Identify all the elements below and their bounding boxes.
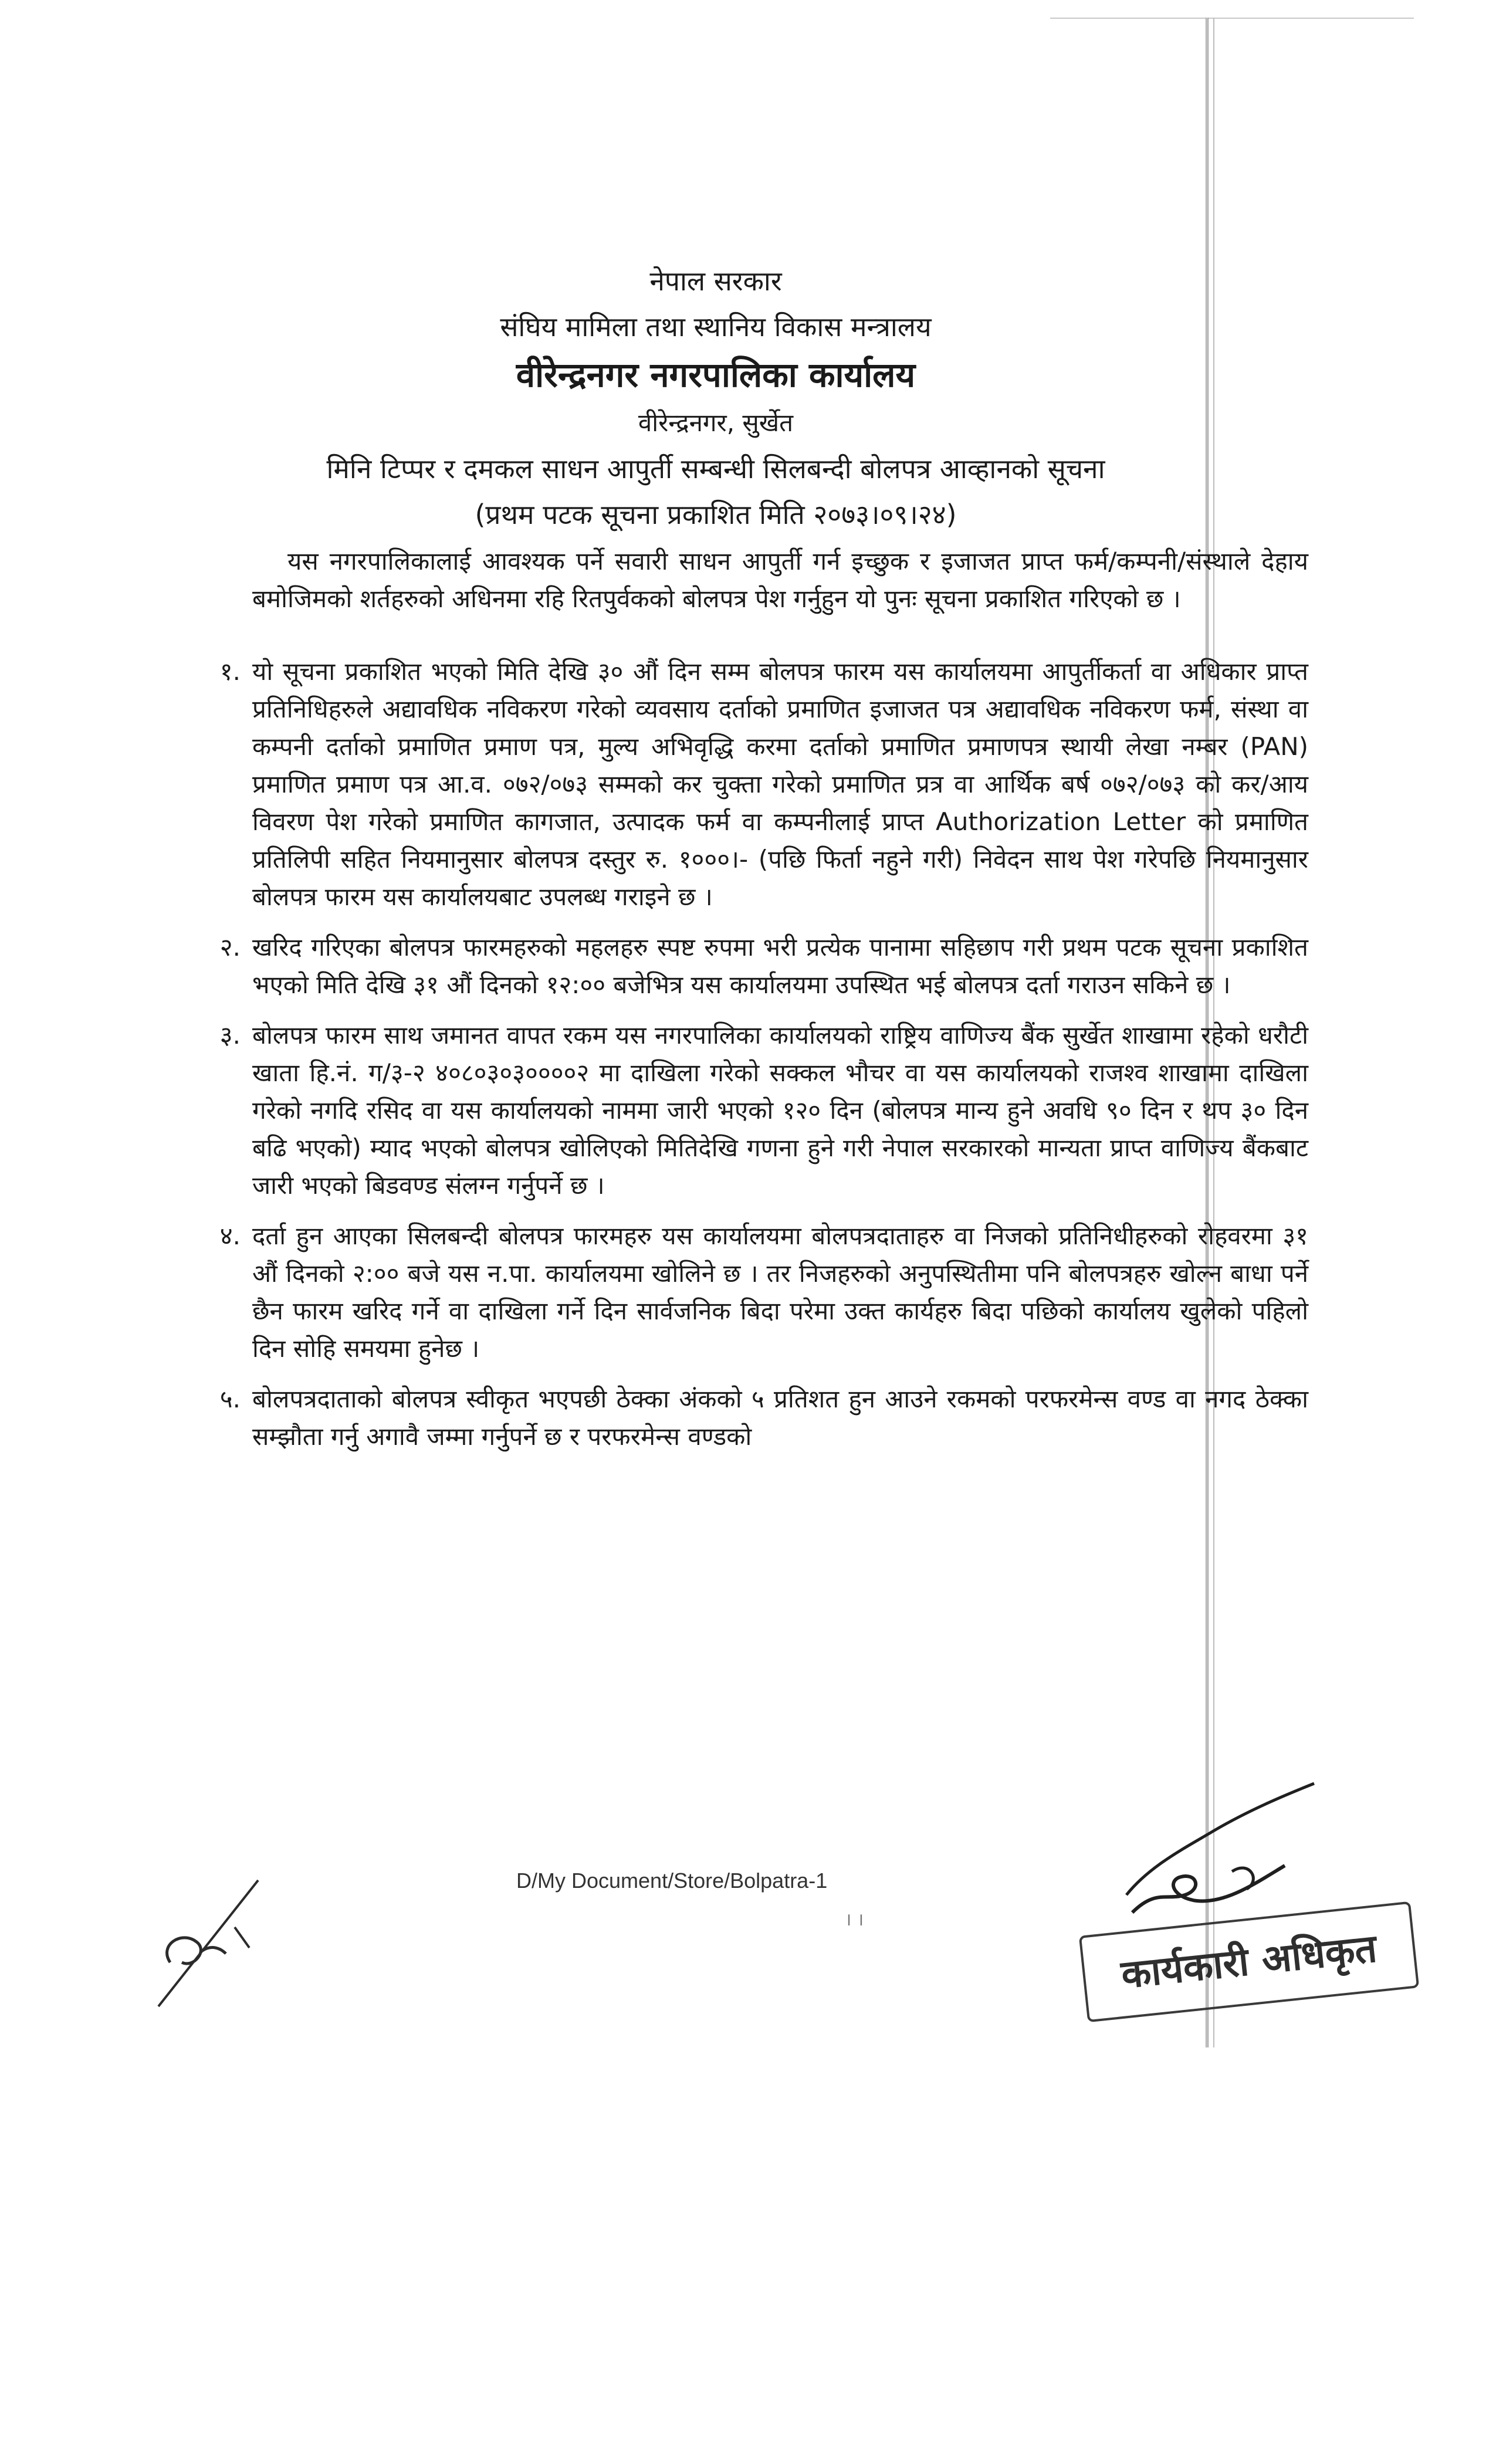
list-item	[219, 929, 1308, 1004]
file-path-footer: D/My Document/Store/Bolpatra-1	[516, 1869, 828, 1893]
stamp-text: कार्यकारी अधिकृत	[1119, 1925, 1379, 1998]
item-text: यो सूचना प्रकाशित भएको मिति देखि ३० औं दिन सम्म बोलपत्र फारम यस कार्यालयमा आपुर्तीकर्ता वा अधिकार प्राप्त प्रतिनिधिहरुले अद्यावधिक नविकरण गरेको व्यवसाय दर्ताको प्रमाणित इजाजत पत्र अद्यावधिक नविकरण फर्म, संस्था वा कम्पनी दर्ताको प्रमाणित प्रमाण पत्र, मुल्य अभिवृद्धि करमा दर्ताको प्रमाणित प्रमाणपत्र स्थायी लेखा नम्बर (PAN) प्रमाणित प्रमाण पत्र आ.व. ०७२/०७३ सम्मको कर चुक्ता गरेको प्रमाणित प्रत्र वा आर्थिक बर्ष ०७२/०७३ को कर/आय विवरण पेश गरेको प्रमाणित कागजात, उत्पादक फर्म वा कम्पनीलाई प्राप्त Authorization Letter को प्रमाणित प्रतिलिपी सहित नियमानुसार बोलपत्र दस्तुर रु. १०००।- (पछि फिर्ता नहुने गरी) निवेदन साथ पेश गरेपछि नियमानुसार बोलपत्र फारम यस कार्यालयबाट उपलब्ध गराइने छ ।	[252, 657, 1308, 911]
notice-body	[219, 543, 1309, 1468]
letterhead	[211, 258, 1220, 537]
government-name: नेपाल सरकार	[649, 265, 782, 297]
conditions-list	[219, 653, 1309, 1456]
intro-paragraph: यस नगरपालिकालाई आवश्यक पर्ने सवारी साधन आपुर्ती गर्न इच्छुक र इजाजत प्राप्त फर्म/कम्पनी/संस्थाले देहाय बमोजिमको शर्तहरुको अधिनमा रहि रितपुर्वकको बोलपत्र पेश गर्नुहुन यो पुनः सूचना प्रकाशित गरिएको छ ।	[252, 547, 1308, 613]
item-text: बोलपत्र फारम साथ जमानत वापत रकम यस नगरपालिका कार्यालयको राष्ट्रिय वाणिज्य बैंक सुर्खेत शाखामा रहेको धरौटी खाता हि.नं. ग/३-२ ४०८०३०३००००२ मा दाखिला गरेको सक्कल भौचर वा यस कार्यालयको राजश्व शाखामा दाखिला गरेको नगदि रसिद वा यस कार्यालयको नाममा जारी भएको १२० दिन (बोलपत्र मान्य हुने अवधि ९० दिन र थप ३० दिन बढि भएको) म्याद भएको बोलपत्र खोलिएको मितिदेखि गणना हुने गरी नेपाल सरकारको मान्यता प्राप्त वाणिज्य बैंकबाट जारी भएको बिडवण्ड संलग्न गर्नुपर्ने छ ।	[252, 1021, 1309, 1200]
office-name: वीरेन्द्रनगर नगरपालिका कार्यालय	[516, 355, 916, 395]
item-number: ३.	[219, 1021, 241, 1050]
item-text: बोलपत्रदाताको बोलपत्र स्वीकृत भएपछी ठेक्का अंकको ५ प्रतिशत हुन आउने रकमको परफरमेन्स वण्ड वा नगद ठेक्का सम्झौता गर्नु अगावै जम्मा गर्नुपर्ने छ र परफरमेन्स वण्डको	[252, 1385, 1308, 1451]
item-number: ४.	[219, 1221, 241, 1250]
notice-title: मिनि टिप्पर र दमकल साधन आपुर्ती सम्बन्धी सिलबन्दी बोलपत्र आव्हानको सूचना	[326, 453, 1105, 485]
item-text: दर्ता हुन आएका सिलबन्दी बोलपत्र फारमहरु यस कार्यालयमा बोलपत्रदाताहरु वा निजको प्रतिनिधीहरुको रोहवरमा ३१ औं दिनको २:०० बजे यस न.पा. कार्यालयमा खोलिने छ । तर निजहरुको अनुपस्थितीमा पनि बोलपत्रहरु खोल्न बाधा पर्ने छैन फारम खरिद गर्ने वा दाखिला गर्ने दिन सार्वजनिक बिदा परेमा उक्त कार्यहरु बिदा पछिको कार्यालय खुलेको पहिलो दिन सोहि समयमा हुनेछ ।	[252, 1221, 1308, 1363]
page-mark: । ।	[845, 1910, 864, 1930]
office-address: वीरेन्द्रनगर, सुर्खेत	[638, 408, 794, 437]
item-number: १.	[219, 657, 241, 686]
list-item	[219, 653, 1308, 916]
initials-signature	[147, 1874, 276, 2015]
ministry-name: संघिय मामिला तथा स्थानिय विकास मन्त्रालय	[500, 311, 932, 343]
item-number: ५.	[219, 1385, 241, 1413]
officer-signature	[1115, 1778, 1326, 1930]
scan-edge-line	[1050, 18, 1414, 19]
notice-publish-date: (प्रथम पटक सूचना प्रकाशित मिति २०७३।०९।२४)	[475, 499, 957, 530]
item-number: २.	[219, 933, 241, 962]
list-item	[219, 1217, 1308, 1368]
list-item	[219, 1017, 1309, 1204]
item-text: खरिद गरिएका बोलपत्र फारमहरुको महलहरु स्पष्ट रुपमा भरी प्रत्येक पानामा सहिछाप गरी प्रथम पटक सूचना प्रकाशित भएको मिति देखि ३१ औं दिनको १२:०० बजेभित्र यस कार्यालयमा उपस्थित भई बोलपत्र दर्ता गराउन सकिने छ ।	[252, 933, 1308, 999]
list-item	[219, 1380, 1308, 1456]
